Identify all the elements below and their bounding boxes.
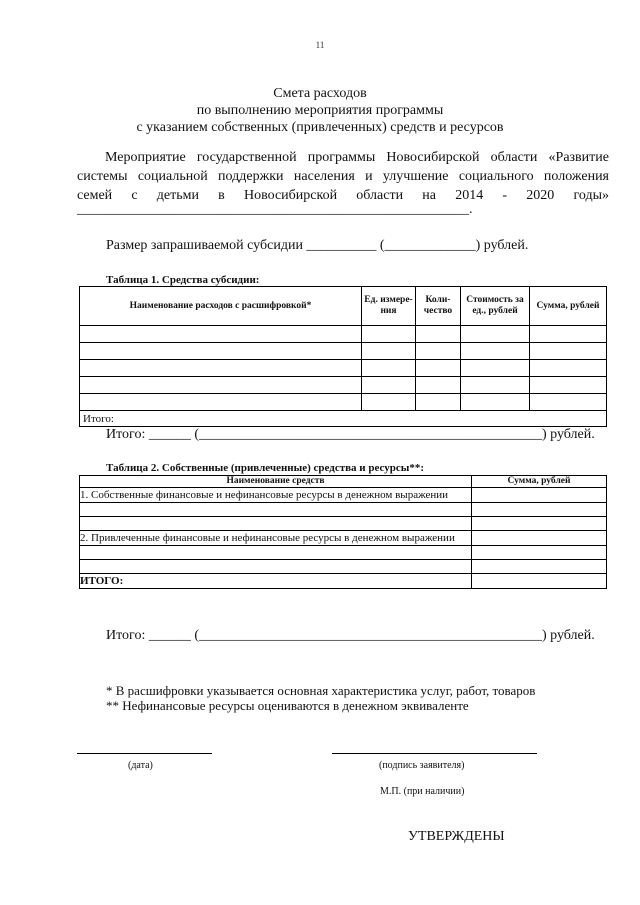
table-cell[interactable] — [530, 326, 607, 343]
table-cell[interactable] — [80, 517, 472, 531]
table1-caption: Таблица 1. Средства субсидии: — [106, 274, 260, 286]
table-cell[interactable] — [472, 560, 607, 574]
intro-line-4: ________________________________________________________. — [77, 202, 473, 217]
footnote-1: * В расшифровки указывается основная характеристика услуг, работ, товаров — [106, 683, 536, 698]
table2-total-sum-cell[interactable] — [472, 574, 607, 589]
table-row — [80, 394, 607, 411]
table-cell[interactable] — [80, 560, 472, 574]
table-cell[interactable] — [80, 360, 362, 377]
table-cell[interactable] — [416, 360, 461, 377]
table-row — [80, 517, 607, 531]
own-resources-sum-cell[interactable] — [472, 488, 607, 503]
table1-header-unit: Ед. измере-ния — [362, 287, 416, 326]
table-cell[interactable] — [461, 360, 530, 377]
table2-total-label: ИТОГО: — [80, 574, 472, 589]
intro-line-3: семей с детьми в Новосибирской области на 2014 - 2020 годы» — [77, 188, 609, 203]
table-cell[interactable] — [416, 343, 461, 360]
table-cell[interactable] — [362, 326, 416, 343]
stamp-label: М.П. (при наличии) — [380, 786, 465, 797]
table-cell[interactable] — [362, 377, 416, 394]
document-subtitle-1: по выполнению мероприятия программы — [196, 103, 444, 118]
table-cell[interactable] — [416, 394, 461, 411]
table-cell[interactable] — [80, 503, 472, 517]
table-cell[interactable] — [362, 394, 416, 411]
table-cell[interactable] — [80, 343, 362, 360]
table2-total-line: Итого: ______ (_________________________________________________) рублей. — [106, 628, 595, 643]
footnote-2: ** Нефинансовые ресурсы оцениваются в денежном эквиваленте — [106, 698, 469, 713]
table-row — [80, 326, 607, 343]
own-resources-label: 1. Собственные финансовые и нефинансовые ресурсы в денежном выражении — [80, 488, 472, 503]
table-row — [80, 343, 607, 360]
table-cell[interactable] — [362, 343, 416, 360]
table-cell[interactable] — [80, 326, 362, 343]
table2-own-row — [80, 488, 607, 503]
table1-total-line: Итого: ______ (_________________________________________________) рублей. — [106, 427, 595, 442]
table2-caption: Таблица 2. Собственные (привлеченные) средства и ресурсы**: — [106, 462, 425, 474]
table-row — [80, 360, 607, 377]
intro-line-2: системы социальной поддержки населения и улучшение социального положения — [77, 169, 609, 184]
subsidy-table — [79, 286, 607, 427]
table-cell[interactable] — [530, 343, 607, 360]
approved-heading: УТВЕРЖДЕНЫ — [408, 829, 505, 844]
date-line[interactable] — [77, 753, 212, 754]
table-cell[interactable] — [416, 377, 461, 394]
attracted-resources-sum-cell[interactable] — [472, 531, 607, 546]
document-title: Смета расходов — [273, 86, 367, 101]
table-cell[interactable] — [461, 394, 530, 411]
table1-total-label: Итого: — [80, 411, 607, 427]
intro-paragraph — [77, 148, 609, 205]
table-row — [80, 546, 607, 560]
table-row — [80, 377, 607, 394]
table2-header-sum: Сумма, рублей — [472, 476, 607, 488]
table-cell[interactable] — [461, 326, 530, 343]
table-cell[interactable] — [80, 377, 362, 394]
table1-total-row — [80, 411, 607, 427]
subsidy-request-line: Размер запрашиваемой субсидии __________ (_____________) рублей. — [106, 238, 529, 253]
table2-total-row — [80, 574, 607, 589]
table-row — [80, 503, 607, 517]
table-cell[interactable] — [530, 377, 607, 394]
signature-line[interactable] — [332, 753, 537, 754]
table-cell[interactable] — [362, 360, 416, 377]
table-row — [80, 560, 607, 574]
document-subtitle-2: с указанием собственных (привлеченных) средств и ресурсов — [136, 120, 504, 135]
own-resources-table — [79, 475, 607, 589]
table-cell[interactable] — [472, 503, 607, 517]
table-cell[interactable] — [80, 546, 472, 560]
attracted-resources-label: 2. Привлеченные финансовые и нефинансовые ресурсы в денежном выражении — [80, 531, 472, 546]
table2-attracted-row — [80, 531, 607, 546]
page-number: 11 — [315, 40, 325, 50]
table1-header-sum: Сумма, рублей — [530, 287, 607, 326]
table-cell[interactable] — [472, 546, 607, 560]
table-cell[interactable] — [461, 343, 530, 360]
table-cell[interactable] — [80, 394, 362, 411]
table-cell[interactable] — [530, 394, 607, 411]
table-cell[interactable] — [416, 326, 461, 343]
table1-header-name: Наименование расходов с расшифровкой* — [80, 287, 362, 326]
table-cell[interactable] — [530, 360, 607, 377]
table1-header-qty: Коли-чество — [416, 287, 461, 326]
table1-header-cost: Стоимость за ед., рублей — [461, 287, 530, 326]
table2-header-name: Наименование средств — [80, 476, 472, 488]
table-cell[interactable] — [472, 517, 607, 531]
table-cell[interactable] — [461, 377, 530, 394]
signature-label: (подпись заявителя) — [379, 760, 465, 771]
date-label: (дата) — [128, 760, 153, 771]
intro-line-1: Мероприятие государственной программы Новосибирской области «Развитие — [105, 150, 609, 165]
